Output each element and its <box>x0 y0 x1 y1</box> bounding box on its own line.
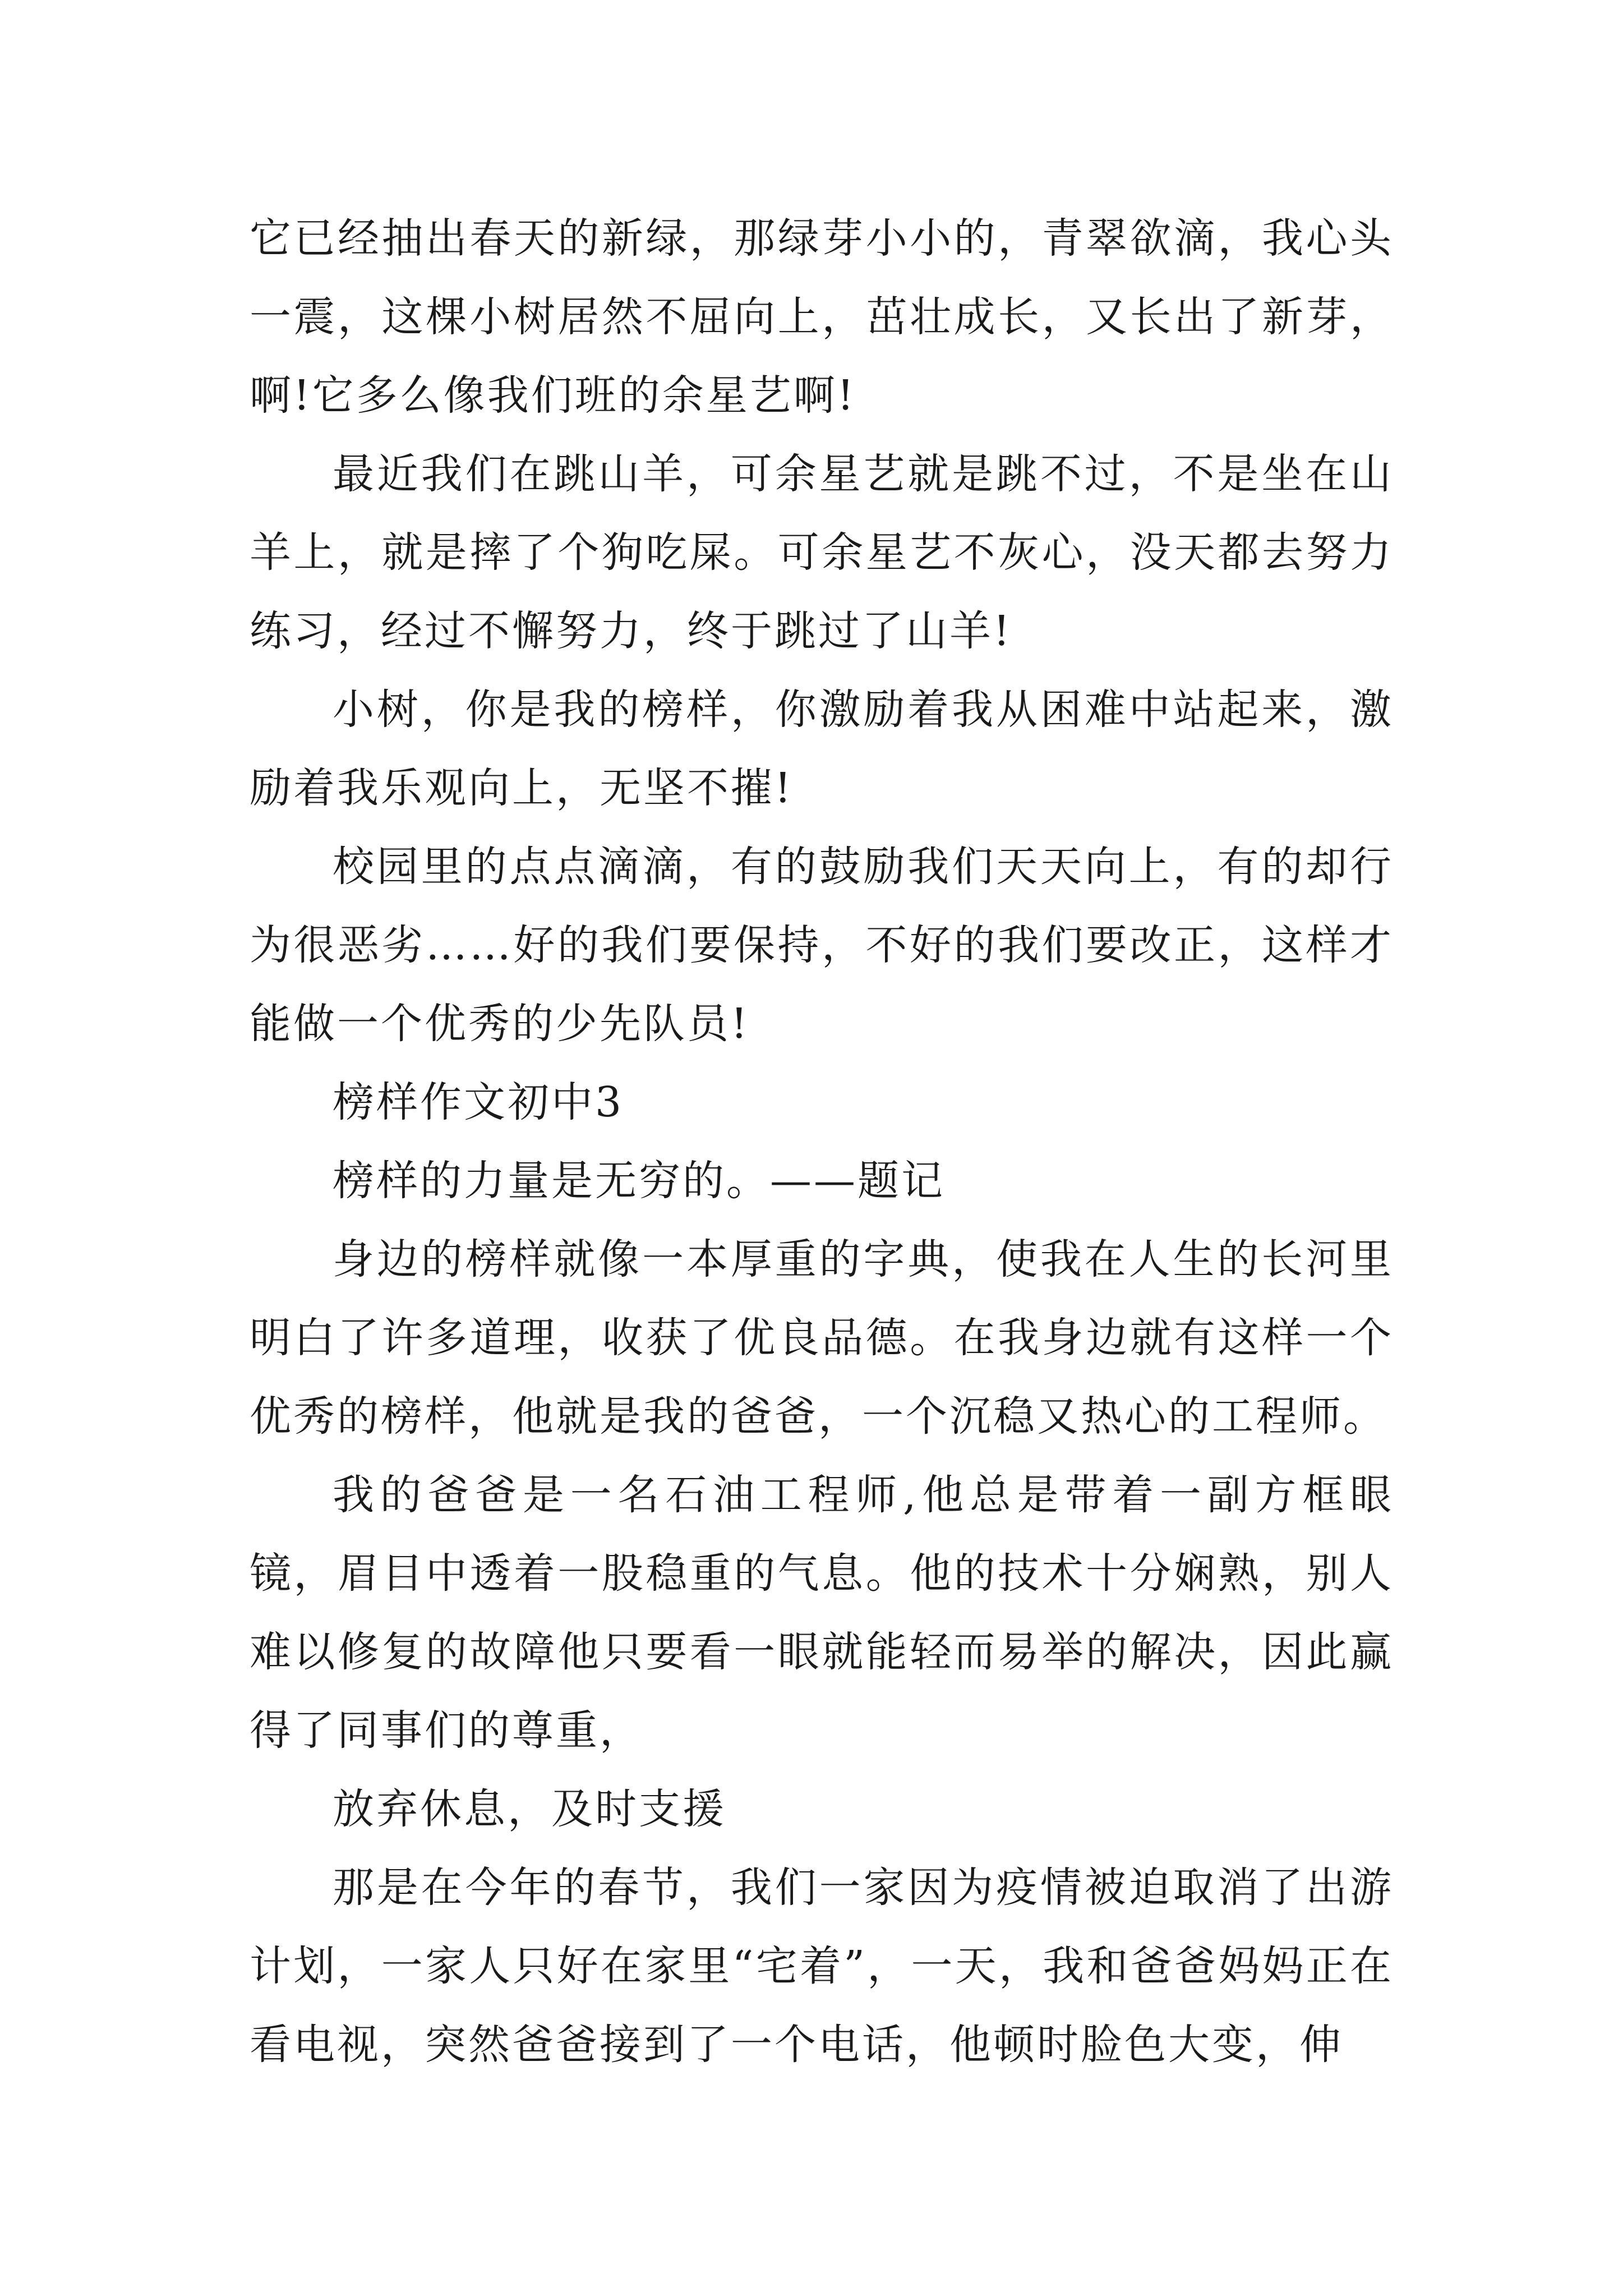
paragraph-3: 小树，你是我的榜样，你激励着我从困难中站起来，激励着我乐观向上，无坚不摧! <box>250 685 1394 812</box>
paragraph-2: 最近我们在跳山羊，可余星艺就是跳不过，不是坐在山羊上，就是摔了个狗吃屎。可余星艺不灰心，没天都去努力练习，经过不懈努力，终于跳过了山羊! <box>250 450 1394 655</box>
subheading: 放弃休息，及时支援 <box>333 1785 726 1833</box>
paragraph-7: 身边的榜样就像一本厚重的字典，使我在人生的长河里明白了许多道理，收获了优良品德。在我身边就有这样一个优秀的榜样，他就是我的爸爸，一个沉稳又热心的工程师。 <box>250 1235 1394 1441</box>
paragraph-10: 那是在今年的春节，我们一家因为疫情被迫取消了出游计划，一家人只好在家里“宅着”，一天，我和爸爸妈妈正在看电视，突然爸爸接到了一个电话，他顿时脸色大变，伸 <box>250 1864 1394 2069</box>
epigraph: 榜样的力量是无穷的。——题记 <box>333 1157 945 1205</box>
paragraph-8: 我的爸爸是一名石油工程师,他总是带着一副方框眼镜，眉目中透着一股稳重的气息。他的技术十分娴熟，别人难以修复的故障他只要看一眼就能轻而易举的解决，因此赢得了同事们的尊重， <box>250 1471 1394 1755</box>
paragraph-4: 校园里的点点滴滴，有的鼓励我们天天向上，有的却行为很恶劣……好的我们要保持，不好的我们要改正，这样才能做一个优秀的少先队员! <box>250 843 1394 1048</box>
document-body <box>250 199 1394 2084</box>
paragraph-1: 它已经抽出春天的新绿，那绿芽小小的，青翠欲滴，我心头一震，这棵小树居然不屈向上，茁壮成长，又长出了新芽，啊!它多么像我们班的余星艺啊! <box>250 214 1394 420</box>
section-heading: 榜样作文初中3 <box>333 1078 624 1126</box>
